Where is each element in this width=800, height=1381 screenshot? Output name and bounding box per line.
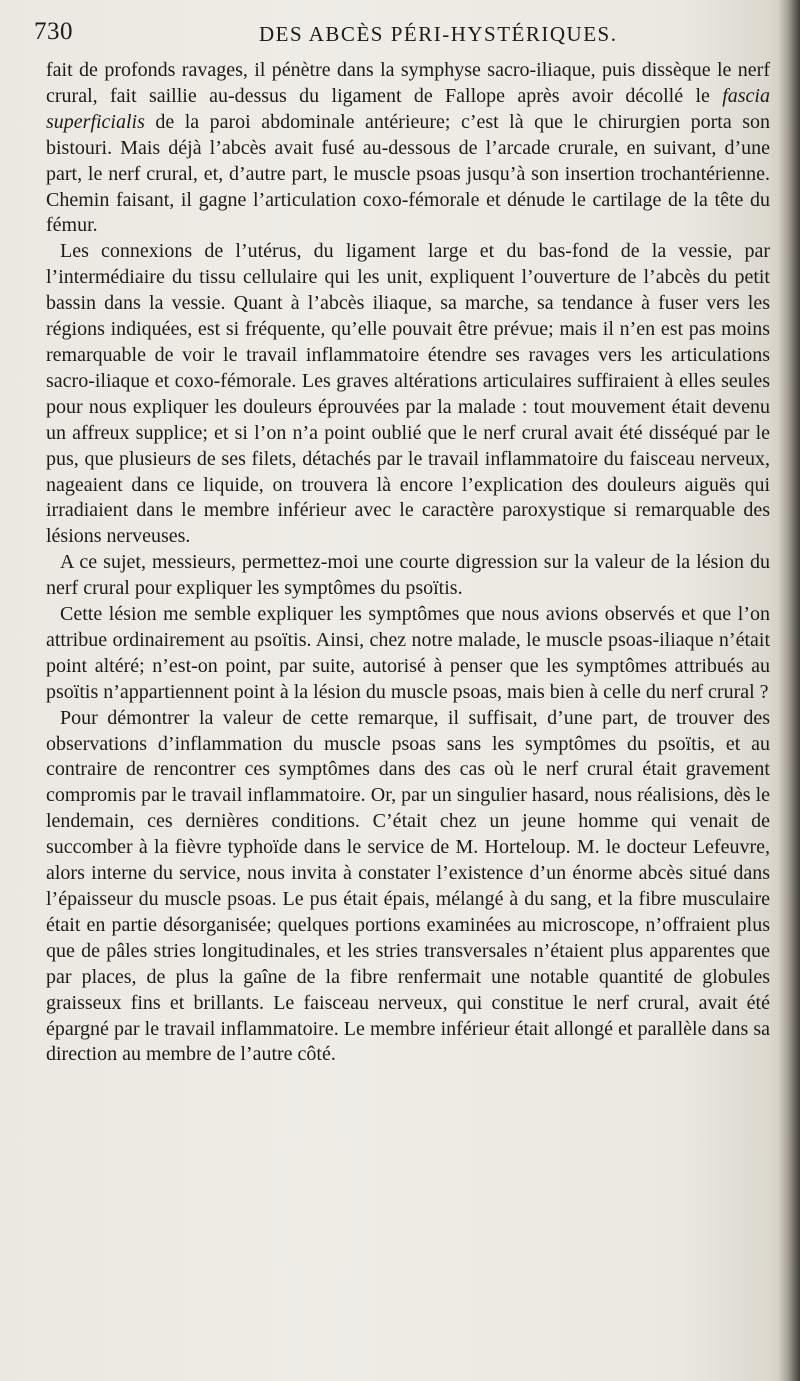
paragraph-1-text-before: fait de profonds ravages, il pénètre dans la symphyse sacro-iliaque, puis dissèque le nerf crural, fait saillie au-dessus du ligament de Fallope après avoir décollé le <box>46 59 770 107</box>
paragraph-1-text-after: de la paroi abdominale antérieure; c’est là que le chirurgien porta son bistouri. Mais déjà l’abcès avait fusé au-dessous de l’arcade crurale, en suivant, d’une part, le nerf crural, et, d’autre part, le muscle psoas jusqu’à son insertion trochantérienne. Chemin faisant, il gagne l’articulation coxo-fémorale et dénude le cartilage de la tête du fémur. <box>46 110 770 237</box>
paragraph-4: Cette lésion me semble expliquer les symptômes que nous avions observés et que l’on attribue ordinairement au psoïtis. Ainsi, chez notre malade, le muscle psoas-iliaque n’était point altéré; n’est-on point, par suite, autorisé à penser que les symptômes attribués au psoïtis n’appartiennent point à la lésion du muscle psoas, mais bien à celle du nerf crural ? <box>46 603 770 703</box>
page-header <box>34 14 754 54</box>
paragraph-5: Pour démontrer la valeur de cette remarque, il suffisait, d’une part, de trouver des observations d’inflammation du muscle psoas sans les symptômes du psoïtis, et au contraire de rencontrer ces symptômes dans des cas où le nerf crural était gravement compromis par le travail inflammatoire. Or, par un singulier hasard, nous réalisions, dès le lendemain, ces dernières conditions. C’était chez un jeune homme qui venait de succomber à la fièvre typhoïde dans le service de M. Horteloup. M. le docteur Lefeuvre, alors interne du service, nous invita à constater l’existence d’un énorme abcès situé dans l’épaisseur du muscle psoas. Le pus était épais, mélangé à du sang, et la fibre musculaire était en partie désorganisée; quelques portions examinées au microscope, n’offraient plus que de pâles stries longitudinales, et les stries transversales n’étaient plus apparentes que par places, de plus la gaîne de la fibre renfermait une notable quantité de globules graisseux fins et brillants. Le faisceau nerveux, qui constitue le nerf crural, avait été épargné par le travail inflammatoire. Le membre inférieur était allongé et parallèle dans sa direction au membre de l’autre côté. <box>46 706 770 1066</box>
page-number: 730 <box>34 18 73 45</box>
page-edge-shadow <box>778 0 800 1381</box>
paragraph-2: Les connexions de l’utérus, du ligament large et du bas-fond de la vessie, par l’intermédiaire du tissu cellulaire qui les unit, expliquent l’ouverture de l’abcès du petit bassin dans la vessie. Quant à l’abcès iliaque, sa marche, sa tendance à fuser vers les régions indiquées, est si fréquente, qu’elle pouvait être prévue; mais il n’en est pas moins remarquable de voir le travail inflammatoire étendre ses ravages vers les articulations sacro-iliaque et coxo-fémorale. Les graves altérations articulaires suffiraient à elles seules pour nous expliquer les douleurs éprouvées par la malade : tout mouvement était devenu un affreux supplice; et si l’on n’a point oublié que le nerf crural avait été disséqué par le pus, que plusieurs de ses filets, détachés par le travail inflammatoire du faisceau nerveux, nageaient dans ce liquide, on trouvera là encore l’explication des douleurs aiguës qui irradiaient dans le membre inférieur avec le caractère paroxystique si remarquable des lésions nerveuses. <box>46 240 770 548</box>
paragraph-3: A ce sujet, messieurs, permettez-moi une courte digression sur la valeur de la lésion du nerf crural pour expliquer les symptômes du psoïtis. <box>46 551 770 600</box>
body-text <box>46 58 770 1068</box>
paragraph-1-italic-term: fascia superficialis <box>46 84 770 133</box>
paragraph-1 <box>46 58 770 239</box>
running-head: DES ABCÈS PÉRI-HYSTÉRIQUES. <box>259 22 618 46</box>
